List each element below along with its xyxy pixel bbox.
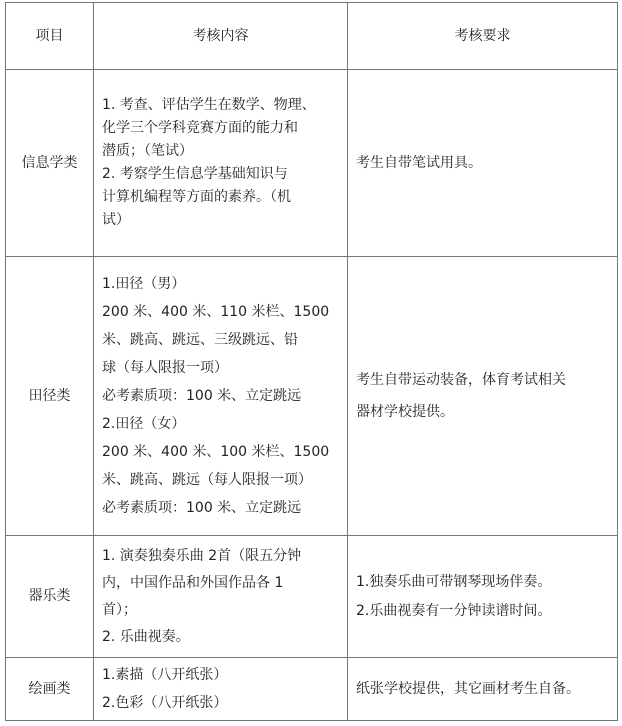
header-content: 考核内容 xyxy=(94,3,348,70)
content-line: 试） xyxy=(102,212,130,228)
exam-requirements-table xyxy=(5,2,618,721)
table-row-instrumental xyxy=(6,536,618,658)
content-line: 2.田径（女） xyxy=(102,416,186,432)
content-line: 必考素质项：100 米、立定跳远 xyxy=(102,388,302,404)
category-cell: 信息学类 xyxy=(6,70,94,257)
content-line: 计算机编程等方面的素养。（机 xyxy=(102,189,291,205)
requirement-cell xyxy=(348,257,618,536)
content-line: 200 米、400 米、100 米栏、1500 xyxy=(102,444,330,460)
content-line: 潜质；（笔试） xyxy=(102,143,193,159)
content-line: 球（每人限报一项） xyxy=(102,360,228,376)
content-line: 2.色彩（八开纸张） xyxy=(102,695,228,711)
content-line: 化学三个学科竞赛方面的能力和 xyxy=(102,120,298,136)
table-row-painting xyxy=(6,658,618,721)
requirement-line: 纸张学校提供，其它画材考生自备。 xyxy=(356,680,580,697)
category-cell: 田径类 xyxy=(6,257,94,536)
content-line: 1.田径（男） xyxy=(102,276,186,292)
content-cell xyxy=(94,257,348,536)
content-line: 米、跳高、跳远（每人限报一项） xyxy=(102,472,312,488)
content-line: 首）； xyxy=(102,601,137,618)
content-line: 必考素质项：100 米、立定跳远 xyxy=(102,500,302,516)
header-requirement: 考核要求 xyxy=(348,3,618,70)
content-line: 米、跳高、跳远、三级跳远、铅 xyxy=(102,332,298,348)
content-cell xyxy=(94,658,348,721)
content-cell xyxy=(94,70,348,257)
table-header-row xyxy=(6,3,618,70)
content-line: 内，中国作品和外国作品各 1 xyxy=(102,574,284,591)
header-item: 项目 xyxy=(6,3,94,70)
requirement-line: 考生自带运动装备，体育考试相关 xyxy=(356,372,566,388)
content-line: 2. 考察学生信息学基础知识与 xyxy=(102,166,288,182)
requirement-cell xyxy=(348,536,618,658)
table-row-informatics xyxy=(6,70,618,257)
requirement-cell xyxy=(348,658,618,721)
exam-table-container xyxy=(5,2,618,721)
content-line: 1.素描（八开纸张） xyxy=(102,667,228,683)
category-cell: 绘画类 xyxy=(6,658,94,721)
content-line: 1. 演奏独奏乐曲 2首（限五分钟 xyxy=(102,547,302,564)
content-cell xyxy=(94,536,348,658)
requirement-line: 1.独奏乐曲可带钢琴现场伴奏。 xyxy=(356,573,552,590)
content-line: 1. 考查、评估学生在数学、物理、 xyxy=(102,97,316,113)
content-line: 200 米、400 米、110 米栏、1500 xyxy=(102,304,330,320)
content-line: 2. 乐曲视奏。 xyxy=(102,628,190,645)
category-cell: 器乐类 xyxy=(6,536,94,658)
table-row-track-field xyxy=(6,257,618,536)
requirement-cell xyxy=(348,70,618,257)
requirement-line: 器材学校提供。 xyxy=(356,404,454,420)
requirement-line: 2.乐曲视奏有一分钟读谱时间。 xyxy=(356,602,552,619)
requirement-line: 考生自带笔试用具。 xyxy=(356,154,482,171)
